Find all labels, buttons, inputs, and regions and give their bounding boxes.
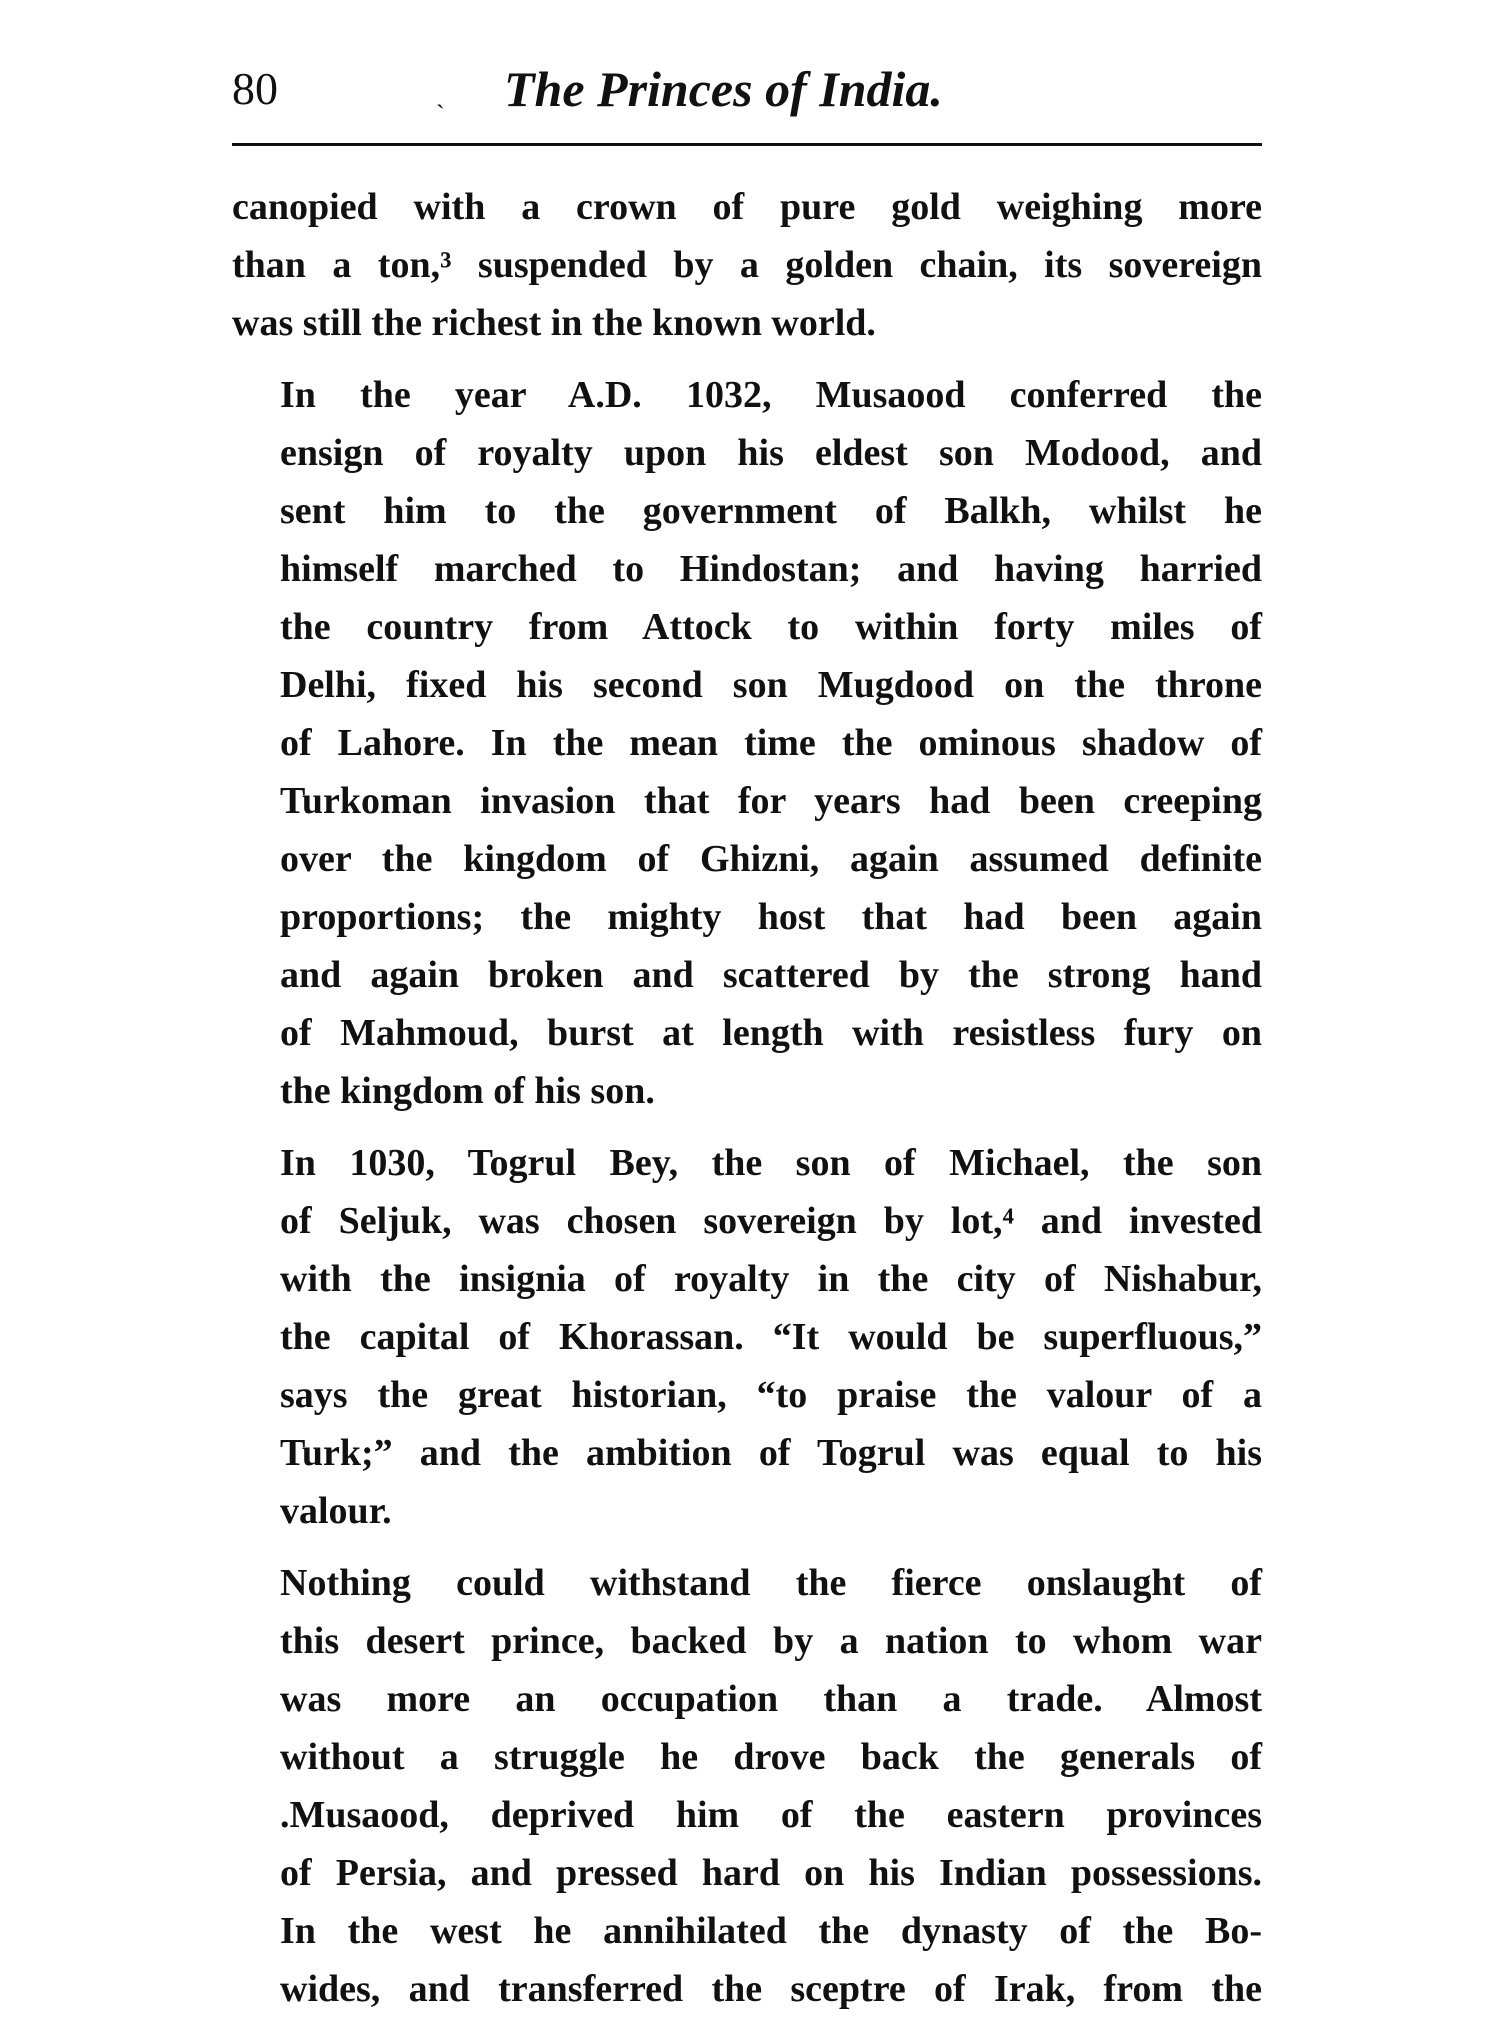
text-line: wides, and transferred the sceptre of Irak, from the: [280, 1968, 1262, 2010]
text-line: and again broken and scattered by the strong hand: [280, 954, 1262, 996]
text-line: In 1030, Togrul Bey, the son of Michael, the son: [280, 1142, 1262, 1184]
text-line: proportions; the mighty host that had been again: [280, 896, 1262, 938]
text-line: says the great historian, “to praise the valour of a: [280, 1374, 1262, 1416]
text-line: of Persia, and pressed hard on his Indian possessions.: [280, 1852, 1262, 1894]
paragraph-3: [232, 1134, 1262, 1540]
text-line: the capital of Khorassan. “It would be superfluous,”: [280, 1316, 1262, 1358]
text-line: over the kingdom of Ghizni, again assumed definite: [280, 838, 1262, 880]
text-line: than a ton,³ suspended by a golden chain, its sovereign: [232, 244, 1262, 286]
text-line: sent him to the government of Balkh, whilst he: [280, 490, 1262, 532]
text-line: the country from Attock to within forty miles of: [280, 606, 1262, 648]
paragraph-2: [232, 366, 1262, 1120]
text-line: Nothing could withstand the fierce onslaught of: [280, 1562, 1262, 1604]
text-line: this desert prince, backed by a nation to whom war: [280, 1620, 1262, 1662]
header-rule: [232, 143, 1262, 146]
text-line: canopied with a crown of pure gold weighing more: [232, 186, 1262, 228]
text-line: the kingdom of his son.: [280, 1070, 655, 1112]
text-line: without a struggle he drove back the generals of: [280, 1736, 1262, 1778]
text-line: of Seljuk, was chosen sovereign by lot,⁴ and invested: [280, 1200, 1262, 1242]
text-line: of Lahore. In the mean time the ominous shadow of: [280, 722, 1262, 764]
text-line: ensign of royalty upon his eldest son Modood, and: [280, 432, 1262, 474]
text-line: of Mahmoud, burst at length with resistless fury on: [280, 1012, 1262, 1054]
text-line: valour.: [280, 1490, 392, 1532]
text-line: himself marched to Hindostan; and having harried: [280, 548, 1262, 590]
paragraph-4: [232, 1554, 1262, 2018]
text-line: was more an occupation than a trade. Almost: [280, 1678, 1262, 1720]
body-text: [232, 178, 1262, 2018]
running-title: The Princes of India.: [504, 61, 943, 117]
running-head: [232, 54, 1262, 124]
text-line: In the year A.D. 1032, Musaood conferred the: [280, 374, 1262, 416]
text-line: Turk;” and the ambition of Togrul was equal to his: [280, 1432, 1262, 1474]
paragraph-1: [232, 178, 1262, 352]
text-line: .Musaood, deprived him of the eastern provinces: [280, 1794, 1262, 1836]
text-line: In the west he annihilated the dynasty of the Bo-: [280, 1910, 1262, 1952]
text-line: with the insignia of royalty in the city of Nishabur,: [280, 1258, 1262, 1300]
text-line: Delhi, fixed his second son Mugdood on the throne: [280, 664, 1262, 706]
page-number: 80: [232, 63, 278, 114]
stray-mark: ˎ: [436, 80, 445, 109]
text-line: was still the richest in the known world.: [232, 302, 876, 344]
text-line: Turkoman invasion that for years had been creeping: [280, 780, 1262, 822]
